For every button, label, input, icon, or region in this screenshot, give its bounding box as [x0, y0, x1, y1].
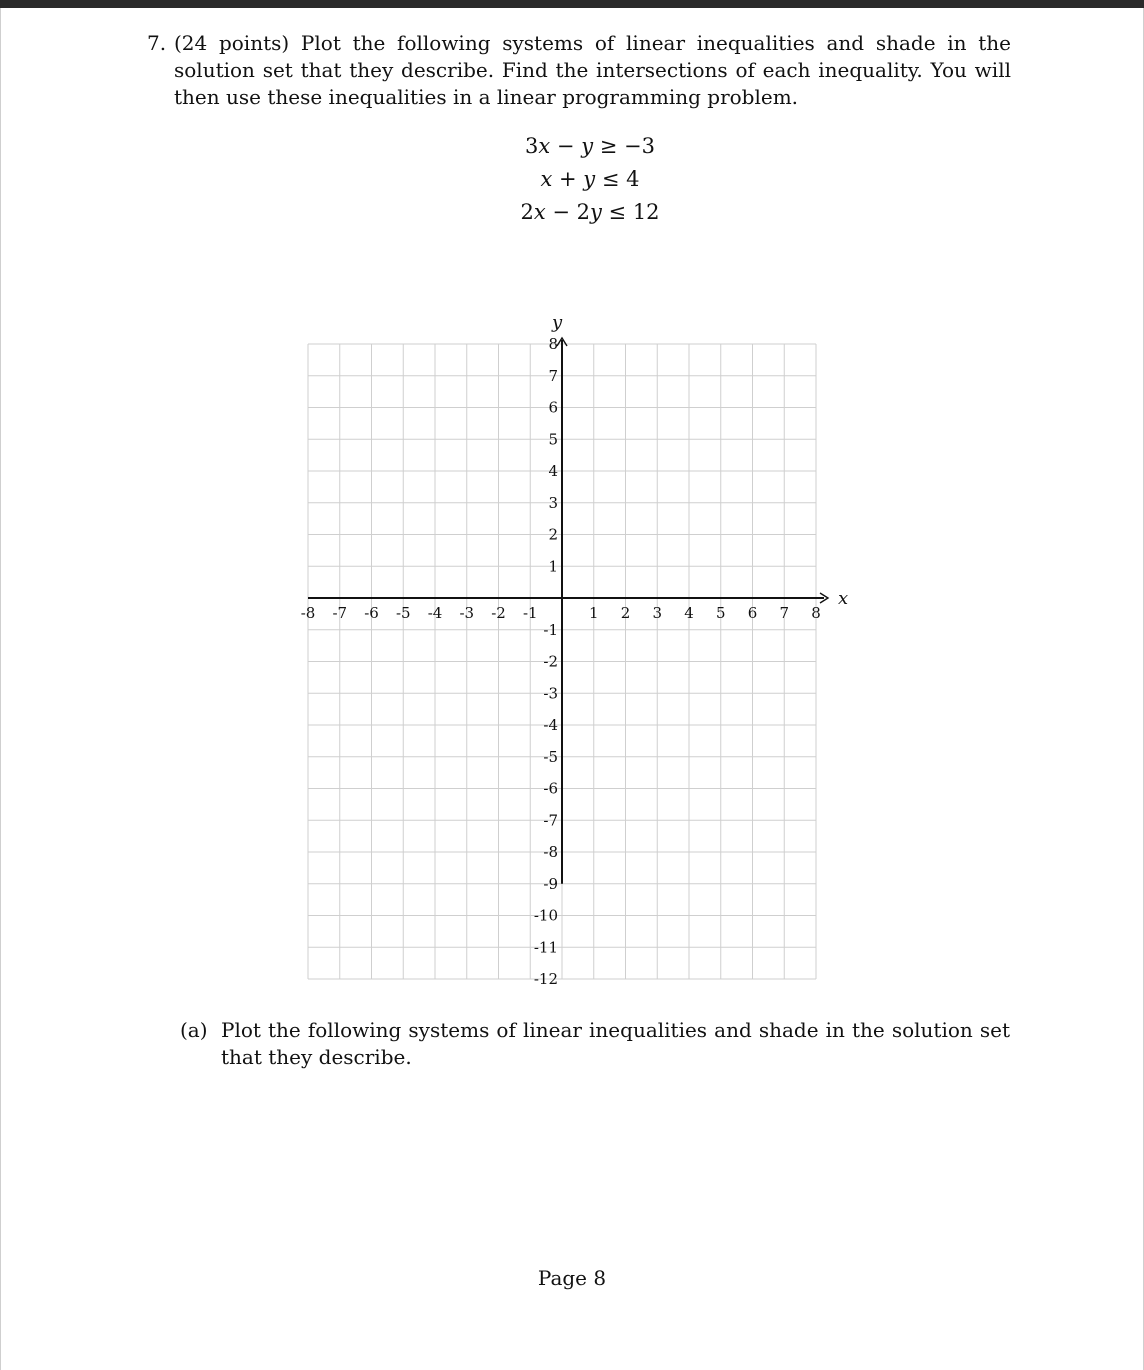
- x-tick-label: -1: [522, 604, 538, 622]
- y-tick-label: 7: [548, 366, 558, 385]
- x-tick-label: -6: [364, 604, 379, 622]
- y-tick-label: -8: [543, 843, 558, 861]
- y-tick-label: -11: [533, 938, 558, 957]
- x-axis-label: x: [838, 588, 849, 609]
- x-tick-label: -5: [395, 604, 411, 622]
- part-a-label: (a): [180, 1018, 208, 1042]
- x-tick-label: 3: [652, 604, 663, 622]
- x-tick-label: -2: [491, 604, 506, 622]
- y-tick-label: 8: [548, 335, 558, 353]
- y-tick-label: -5: [543, 747, 558, 766]
- y-tick-label: 5: [548, 430, 558, 449]
- x-tick-label: -4: [427, 604, 443, 622]
- inequality-2: x + y ≤ 4: [540, 167, 640, 191]
- x-tick-labels: [301, 604, 821, 622]
- y-tick-label: -10: [533, 906, 558, 925]
- y-axis-label: y: [552, 312, 563, 333]
- problem-statement: [139, 30, 1011, 111]
- y-tick-label: -4: [543, 716, 558, 734]
- page-number: Page 8: [537, 1266, 607, 1290]
- y-tick-label: -2: [543, 652, 558, 671]
- problem-number: 7.: [147, 31, 167, 55]
- y-tick-label: -6: [543, 779, 558, 798]
- x-tick-label: 4: [684, 604, 694, 622]
- x-tick-label: 2: [620, 604, 631, 622]
- y-tick-label: -12: [533, 970, 558, 988]
- x-tick-label: 1: [588, 604, 599, 622]
- y-tick-label: 1: [548, 557, 558, 576]
- x-tick-label: 7: [779, 604, 790, 622]
- y-tick-label: 6: [548, 398, 558, 417]
- inequality-3: 2x − 2y ≤ 12: [520, 200, 660, 224]
- x-tick-label: -3: [459, 604, 475, 622]
- y-tick-label: 4: [548, 462, 558, 480]
- top-bar: [0, 0, 1144, 8]
- y-tick-label: -7: [543, 811, 558, 830]
- problem-points: (24 points): [174, 31, 290, 55]
- inequality-1: 3x − y ≥ −3: [525, 134, 655, 158]
- x-tick-label: 5: [715, 604, 726, 622]
- y-tick-label: 2: [548, 525, 558, 544]
- y-tick-label: 3: [548, 493, 558, 512]
- x-tick-label: -7: [332, 604, 348, 622]
- problem-text: Plot the following systems of linear inequalities and shade in the solution set that they describe. Find the intersections of each inequality. You will then use these inequalities in a linear programming problem.: [174, 31, 1011, 109]
- problem-body: [174, 30, 1011, 111]
- x-tick-label: 8: [811, 604, 821, 622]
- x-tick-label: 6: [747, 604, 758, 622]
- page-edge-left: [0, 8, 1, 1370]
- part-a-text: Plot the following systems of linear inequalities and shade in the solution set that they describe.: [221, 1018, 1010, 1069]
- y-tick-label: -1: [543, 620, 558, 639]
- part-a: [180, 1017, 1010, 1071]
- coordinate-grid: [280, 300, 860, 1000]
- x-tick-label: -8: [300, 604, 316, 622]
- y-tick-label: -3: [543, 684, 558, 703]
- y-tick-label: -9: [543, 874, 558, 893]
